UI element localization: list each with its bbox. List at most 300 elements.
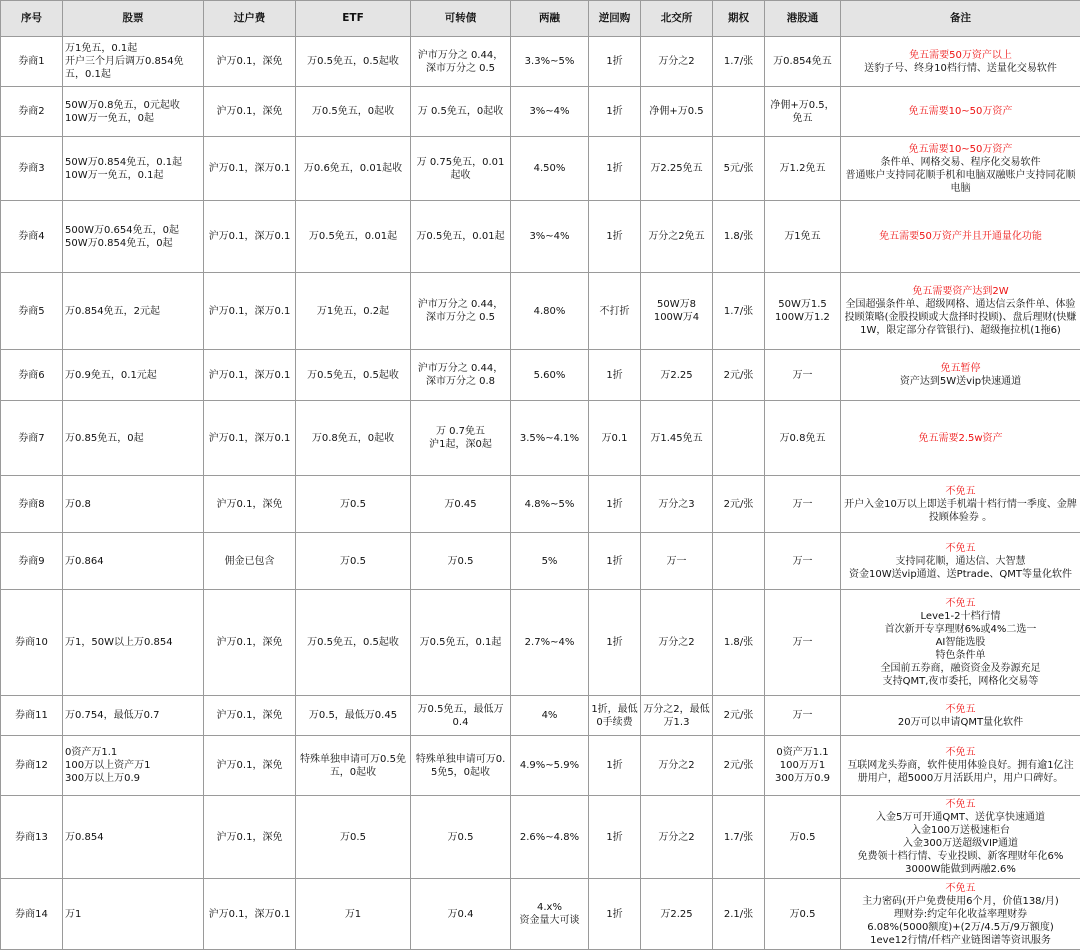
note-line: 普通账户支持同花顺手机和电脑双融账户支持同花顺电脑 bbox=[843, 169, 1078, 195]
cell-transfer-fee-line: 沪万0.1，深免 bbox=[206, 831, 293, 844]
cell-bse bbox=[641, 476, 713, 533]
note-line: 全国超强条件单、超级网格、通达信云条件单、体验投顾策略(金股投顾或大盘择时投顾)、盘后理财(快赚1W，限定部分存管银行)、超级拖拉机(1拖6) bbox=[843, 298, 1078, 337]
cell-stock bbox=[63, 350, 204, 401]
cell-index bbox=[1, 401, 63, 476]
cell-margin-line: 资金量大可谈 bbox=[513, 914, 586, 927]
table-header-row bbox=[1, 1, 1080, 37]
cell-convertible-bond-line: 沪市万分之 0.44， bbox=[413, 362, 508, 375]
cell-option-line: 2.1/张 bbox=[715, 908, 762, 921]
header-note: 备注 bbox=[841, 1, 1080, 37]
cell-option-line: 2元/张 bbox=[715, 759, 762, 772]
cell-reverse-repo-line: 1折 bbox=[591, 636, 638, 649]
cell-margin bbox=[511, 201, 589, 273]
cell-index bbox=[1, 590, 63, 696]
cell-transfer-fee-line: 沪万0.1，深万0.1 bbox=[206, 369, 293, 382]
cell-reverse-repo-line: 1折 bbox=[591, 162, 638, 175]
cell-note bbox=[841, 273, 1080, 350]
cell-convertible-bond bbox=[411, 137, 511, 201]
cell-transfer-fee-line: 沪万0.1，深万0.1 bbox=[206, 908, 293, 921]
header-bse: 北交所 bbox=[641, 1, 713, 37]
cell-index bbox=[1, 201, 63, 273]
cell-option bbox=[713, 796, 765, 879]
cell-convertible-bond bbox=[411, 796, 511, 879]
cell-etf-line: 万0.5免五，0.5起收 bbox=[298, 636, 408, 649]
cell-stock bbox=[63, 879, 204, 950]
cell-transfer-fee bbox=[204, 87, 296, 137]
cell-convertible-bond-line: 万0.5 bbox=[413, 555, 508, 568]
cell-index-line: 券商12 bbox=[3, 759, 60, 772]
cell-reverse-repo-line: 1折 bbox=[591, 105, 638, 118]
table-row bbox=[1, 401, 1080, 476]
cell-reverse-repo bbox=[589, 137, 641, 201]
cell-hk-connect-line: 万0.8免五 bbox=[767, 432, 838, 445]
note-line: 开户入金10万以上即送手机端十档行情一季度、金牌投顾体验券 。 bbox=[843, 498, 1078, 524]
header-margin: 两融 bbox=[511, 1, 589, 37]
cell-bse-line: 万分之3 bbox=[643, 498, 710, 511]
cell-margin-line: 4% bbox=[513, 709, 586, 722]
cell-convertible-bond-line: 万0.5免五，0.1起 bbox=[413, 636, 508, 649]
cell-index-line: 券商7 bbox=[3, 432, 60, 445]
cell-bse bbox=[641, 273, 713, 350]
cell-reverse-repo-line: 1折 bbox=[591, 55, 638, 68]
note-line: 理财券:约定年化收益率理财券 bbox=[843, 908, 1078, 921]
cell-etf-line: 万0.5免五，0起收 bbox=[298, 105, 408, 118]
cell-bse bbox=[641, 87, 713, 137]
table-row bbox=[1, 736, 1080, 796]
cell-hk-connect bbox=[765, 37, 841, 87]
cell-etf bbox=[296, 590, 411, 696]
cell-convertible-bond-line: 深市万分之 0.8 bbox=[413, 375, 508, 388]
cell-hk-connect bbox=[765, 796, 841, 879]
cell-index bbox=[1, 533, 63, 590]
cell-hk-connect bbox=[765, 273, 841, 350]
cell-etf bbox=[296, 696, 411, 736]
header-reverse-repo: 逆回购 bbox=[589, 1, 641, 37]
cell-etf bbox=[296, 37, 411, 87]
cell-index-line: 券商5 bbox=[3, 305, 60, 318]
cell-index-line: 券商3 bbox=[3, 162, 60, 175]
cell-stock bbox=[63, 137, 204, 201]
cell-stock bbox=[63, 533, 204, 590]
cell-reverse-repo-line: 不打折 bbox=[591, 305, 638, 318]
cell-hk-connect-line: 万一 bbox=[767, 709, 838, 722]
cell-stock-line: 万0.854 bbox=[65, 831, 201, 844]
note-line: 资产达到5W送vip快速通道 bbox=[843, 375, 1078, 388]
cell-etf bbox=[296, 401, 411, 476]
cell-hk-connect-line: 100W万1.2 bbox=[767, 311, 838, 324]
table-row bbox=[1, 137, 1080, 201]
cell-margin-line: 3.3%~5% bbox=[513, 55, 586, 68]
cell-hk-connect bbox=[765, 401, 841, 476]
cell-stock-line: 10W万一免五，0.1起 bbox=[65, 169, 201, 182]
cell-reverse-repo bbox=[589, 401, 641, 476]
cell-option bbox=[713, 533, 765, 590]
table-row bbox=[1, 37, 1080, 87]
cell-stock-line: 500W万0.654免五，0起 bbox=[65, 224, 201, 237]
table-row bbox=[1, 201, 1080, 273]
cell-option-line: 1.7/张 bbox=[715, 305, 762, 318]
cell-margin-line: 4.9%~5.9% bbox=[513, 759, 586, 772]
cell-index bbox=[1, 137, 63, 201]
cell-reverse-repo bbox=[589, 201, 641, 273]
cell-stock-line: 300万以上万0.9 bbox=[65, 772, 201, 785]
cell-index bbox=[1, 273, 63, 350]
cell-bse-line: 万分之2 bbox=[643, 831, 710, 844]
cell-margin-line: 4.80% bbox=[513, 305, 586, 318]
cell-transfer-fee-line: 沪万0.1，深万0.1 bbox=[206, 162, 293, 175]
cell-hk-connect-line: 万一 bbox=[767, 636, 838, 649]
cell-option-line: 1.7/张 bbox=[715, 831, 762, 844]
cell-note bbox=[841, 137, 1080, 201]
cell-bse bbox=[641, 350, 713, 401]
cell-stock-line: 万0.85免五，0起 bbox=[65, 432, 201, 445]
cell-convertible-bond bbox=[411, 201, 511, 273]
cell-hk-connect-line: 万1.2免五 bbox=[767, 162, 838, 175]
note-line: 全国前五券商，融资资金及券源充足 bbox=[843, 662, 1078, 675]
cell-option-line: 1.7/张 bbox=[715, 55, 762, 68]
cell-bse bbox=[641, 37, 713, 87]
cell-etf-line: 万0.5 bbox=[298, 555, 408, 568]
cell-convertible-bond-line: 深市万分之 0.5 bbox=[413, 311, 508, 324]
cell-reverse-repo bbox=[589, 533, 641, 590]
cell-etf bbox=[296, 201, 411, 273]
cell-stock-line: 万0.9免五，0.1元起 bbox=[65, 369, 201, 382]
cell-bse bbox=[641, 796, 713, 879]
cell-reverse-repo bbox=[589, 273, 641, 350]
cell-transfer-fee bbox=[204, 879, 296, 950]
cell-index-line: 券商2 bbox=[3, 105, 60, 118]
cell-reverse-repo-line: 1折 bbox=[591, 498, 638, 511]
note-highlight: 不免五 bbox=[843, 746, 1078, 759]
cell-transfer-fee bbox=[204, 273, 296, 350]
cell-transfer-fee bbox=[204, 796, 296, 879]
cell-convertible-bond bbox=[411, 273, 511, 350]
cell-convertible-bond-line: 沪市万分之 0.44， bbox=[413, 298, 508, 311]
note-line: Leve1-2十档行情 bbox=[843, 610, 1078, 623]
cell-hk-connect bbox=[765, 533, 841, 590]
cell-convertible-bond-line: 万0.5免五，最低万0.4 bbox=[413, 703, 508, 729]
cell-stock-line: 万1 bbox=[65, 908, 201, 921]
header-index: 序号 bbox=[1, 1, 63, 37]
cell-option bbox=[713, 476, 765, 533]
cell-etf-line: 万0.5 bbox=[298, 831, 408, 844]
cell-transfer-fee-line: 沪万0.1，深免 bbox=[206, 55, 293, 68]
note-highlight: 免五需要10~50万资产 bbox=[843, 143, 1078, 156]
cell-margin-line: 4.50% bbox=[513, 162, 586, 175]
cell-stock-line: 万1，50W以上万0.854 bbox=[65, 636, 201, 649]
cell-margin bbox=[511, 796, 589, 879]
cell-stock-line: 开户三个月后调万0.854免五，0.1起 bbox=[65, 55, 201, 81]
cell-convertible-bond-line: 万0.45 bbox=[413, 498, 508, 511]
cell-note bbox=[841, 879, 1080, 950]
cell-etf-line: 万0.5免五，0.5起收 bbox=[298, 369, 408, 382]
cell-bse bbox=[641, 879, 713, 950]
note-line: 特色条件单 bbox=[843, 649, 1078, 662]
note-line: 免费领十档行情、专业投顾、新客理财年化6% bbox=[843, 850, 1078, 863]
cell-stock bbox=[63, 273, 204, 350]
note-line: AI智能选股 bbox=[843, 636, 1078, 649]
cell-margin bbox=[511, 137, 589, 201]
cell-bse-line: 万分之2免五 bbox=[643, 230, 710, 243]
cell-hk-connect-line: 50W万1.5 bbox=[767, 298, 838, 311]
cell-hk-connect-line: 万1免五 bbox=[767, 230, 838, 243]
note-highlight: 不免五 bbox=[843, 798, 1078, 811]
cell-reverse-repo-line: 1折 bbox=[591, 831, 638, 844]
table-row bbox=[1, 350, 1080, 401]
cell-bse-line: 万2.25 bbox=[643, 369, 710, 382]
cell-bse-line: 万2.25免五 bbox=[643, 162, 710, 175]
cell-hk-connect-line: 万0.854免五 bbox=[767, 55, 838, 68]
cell-reverse-repo bbox=[589, 87, 641, 137]
cell-index-line: 券商11 bbox=[3, 709, 60, 722]
note-line: 20万可以申请QMT量化软件 bbox=[843, 716, 1078, 729]
note-line: 送豹子号、终身10档行情、送量化交易软件 bbox=[843, 62, 1078, 75]
cell-reverse-repo-line: 1折 bbox=[591, 908, 638, 921]
header-stock: 股票 bbox=[63, 1, 204, 37]
cell-etf bbox=[296, 736, 411, 796]
cell-index-line: 券商1 bbox=[3, 55, 60, 68]
cell-note bbox=[841, 796, 1080, 879]
cell-bse-line: 万分之2 bbox=[643, 55, 710, 68]
cell-reverse-repo-line: 1折 bbox=[591, 759, 638, 772]
cell-index-line: 券商4 bbox=[3, 230, 60, 243]
note-line: 条件单、网格交易、程序化交易软件 bbox=[843, 156, 1078, 169]
cell-stock bbox=[63, 696, 204, 736]
cell-convertible-bond bbox=[411, 350, 511, 401]
cell-reverse-repo-line: 1折 bbox=[591, 369, 638, 382]
note-highlight: 不免五 bbox=[843, 485, 1078, 498]
cell-convertible-bond-line: 万 0.75免五，0.01起收 bbox=[413, 156, 508, 182]
cell-transfer-fee bbox=[204, 736, 296, 796]
cell-hk-connect-line: 100万万1 bbox=[767, 759, 838, 772]
cell-margin bbox=[511, 273, 589, 350]
cell-option-line: 2元/张 bbox=[715, 369, 762, 382]
cell-margin-line: 3%~4% bbox=[513, 105, 586, 118]
cell-reverse-repo bbox=[589, 796, 641, 879]
cell-option bbox=[713, 590, 765, 696]
cell-reverse-repo-line: 1折 bbox=[591, 555, 638, 568]
cell-etf bbox=[296, 137, 411, 201]
cell-reverse-repo bbox=[589, 350, 641, 401]
cell-transfer-fee-line: 沪万0.1，深免 bbox=[206, 759, 293, 772]
table-row bbox=[1, 273, 1080, 350]
cell-bse-line: 万分之2 bbox=[643, 636, 710, 649]
note-line: 首次新开专享理财6%或4%二选一 bbox=[843, 623, 1078, 636]
cell-margin bbox=[511, 350, 589, 401]
cell-margin bbox=[511, 401, 589, 476]
cell-margin bbox=[511, 533, 589, 590]
cell-transfer-fee bbox=[204, 533, 296, 590]
cell-convertible-bond bbox=[411, 879, 511, 950]
cell-hk-connect bbox=[765, 201, 841, 273]
cell-index-line: 券商9 bbox=[3, 555, 60, 568]
cell-stock bbox=[63, 796, 204, 879]
cell-option bbox=[713, 137, 765, 201]
cell-margin bbox=[511, 87, 589, 137]
cell-bse-line: 万分之2，最低万1.3 bbox=[643, 703, 710, 729]
cell-etf bbox=[296, 476, 411, 533]
cell-hk-connect bbox=[765, 476, 841, 533]
note-line: 支持同花顺，通达信、大智慧 bbox=[843, 555, 1078, 568]
cell-index bbox=[1, 87, 63, 137]
cell-stock-line: 10W万一免五，0起 bbox=[65, 112, 201, 125]
cell-bse-line: 100W万4 bbox=[643, 311, 710, 324]
cell-stock bbox=[63, 736, 204, 796]
note-highlight: 不免五 bbox=[843, 882, 1078, 895]
cell-transfer-fee-line: 沪万0.1，深免 bbox=[206, 709, 293, 722]
cell-hk-connect-line: 万0.5 bbox=[767, 831, 838, 844]
cell-reverse-repo-line: 万0.1 bbox=[591, 432, 638, 445]
note-line: 入金5万可开通QMT、送优享快速通道 bbox=[843, 811, 1078, 824]
note-line: 3000W能做到两融2.6% bbox=[843, 863, 1078, 876]
cell-bse-line: 万分之2 bbox=[643, 759, 710, 772]
cell-etf-line: 万1 bbox=[298, 908, 408, 921]
cell-stock-line: 万0.8 bbox=[65, 498, 201, 511]
cell-etf bbox=[296, 87, 411, 137]
cell-bse bbox=[641, 401, 713, 476]
cell-etf-line: 特殊单独申请可万0.5免五，0起收 bbox=[298, 753, 408, 779]
cell-margin bbox=[511, 590, 589, 696]
cell-hk-connect-line: 300万万0.9 bbox=[767, 772, 838, 785]
cell-note bbox=[841, 590, 1080, 696]
cell-transfer-fee-line: 沪万0.1，深免 bbox=[206, 105, 293, 118]
cell-convertible-bond-line: 万0.5免五，0.01起 bbox=[413, 230, 508, 243]
cell-option-line: 2元/张 bbox=[715, 709, 762, 722]
cell-hk-connect bbox=[765, 87, 841, 137]
cell-hk-connect-line: 0资产万1.1 bbox=[767, 746, 838, 759]
cell-margin-line: 5% bbox=[513, 555, 586, 568]
cell-transfer-fee bbox=[204, 201, 296, 273]
cell-note bbox=[841, 401, 1080, 476]
note-highlight: 不免五 bbox=[843, 597, 1078, 610]
table-row bbox=[1, 879, 1080, 950]
cell-transfer-fee bbox=[204, 590, 296, 696]
header-hk-connect: 港股通 bbox=[765, 1, 841, 37]
cell-etf-line: 万0.5免五，0.01起 bbox=[298, 230, 408, 243]
cell-stock bbox=[63, 476, 204, 533]
cell-index-line: 券商14 bbox=[3, 908, 60, 921]
cell-stock-line: 50W万0.854免五，0.1起 bbox=[65, 156, 201, 169]
note-line: 互联网龙头券商，软件使用体验良好。拥有逾1亿注册用户，超5000万月活跃用户，用户口碑好。 bbox=[843, 759, 1078, 785]
cell-reverse-repo bbox=[589, 37, 641, 87]
cell-reverse-repo bbox=[589, 879, 641, 950]
note-line: 入金300万送超级VIP通道 bbox=[843, 837, 1078, 850]
cell-bse bbox=[641, 137, 713, 201]
cell-etf-line: 万0.5，最低万0.45 bbox=[298, 709, 408, 722]
cell-transfer-fee bbox=[204, 350, 296, 401]
cell-option-line: 1.8/张 bbox=[715, 230, 762, 243]
cell-stock-line: 50W万0.8免五，0元起收 bbox=[65, 99, 201, 112]
note-line: 入金100万送极速柜台 bbox=[843, 824, 1078, 837]
cell-index bbox=[1, 736, 63, 796]
note-highlight: 免五需要10~50万资产 bbox=[843, 105, 1078, 118]
cell-etf bbox=[296, 533, 411, 590]
cell-hk-connect-line: 万一 bbox=[767, 555, 838, 568]
cell-bse bbox=[641, 736, 713, 796]
header-transfer-fee: 过户费 bbox=[204, 1, 296, 37]
header-convertible-bond: 可转债 bbox=[411, 1, 511, 37]
cell-transfer-fee bbox=[204, 137, 296, 201]
note-line: 1eve12行情/仟档产业链图谱等资讯服务 bbox=[843, 934, 1078, 947]
cell-option-line: 2元/张 bbox=[715, 498, 762, 511]
cell-index-line: 券商13 bbox=[3, 831, 60, 844]
cell-hk-connect bbox=[765, 696, 841, 736]
cell-option bbox=[713, 879, 765, 950]
cell-bse bbox=[641, 201, 713, 273]
cell-note bbox=[841, 533, 1080, 590]
cell-hk-connect-line: 万0.5 bbox=[767, 908, 838, 921]
cell-convertible-bond-line: 万 0.7免五 bbox=[413, 425, 508, 438]
cell-convertible-bond bbox=[411, 87, 511, 137]
header-option: 期权 bbox=[713, 1, 765, 37]
cell-stock bbox=[63, 87, 204, 137]
note-line: 主力密码(开户免费使用6个月，价值138/月) bbox=[843, 895, 1078, 908]
note-highlight: 不免五 bbox=[843, 703, 1078, 716]
cell-convertible-bond bbox=[411, 590, 511, 696]
cell-margin bbox=[511, 476, 589, 533]
note-line: 支持QMT,夜市委托，网格化交易等 bbox=[843, 675, 1078, 688]
note-line: 资金10W送vip通道、送Ptrade、QMT等量化软件 bbox=[843, 568, 1078, 581]
cell-option bbox=[713, 87, 765, 137]
cell-option bbox=[713, 273, 765, 350]
cell-convertible-bond bbox=[411, 476, 511, 533]
table-row bbox=[1, 696, 1080, 736]
cell-stock bbox=[63, 37, 204, 87]
cell-option bbox=[713, 37, 765, 87]
cell-convertible-bond-line: 深市万分之 0.5 bbox=[413, 62, 508, 75]
header-etf: ETF bbox=[296, 1, 411, 37]
note-line: 6.08%(5000额度)+(2万/4.5万/9万额度) bbox=[843, 921, 1078, 934]
cell-margin-line: 2.6%~4.8% bbox=[513, 831, 586, 844]
cell-transfer-fee bbox=[204, 476, 296, 533]
cell-bse-line: 万1.45免五 bbox=[643, 432, 710, 445]
cell-transfer-fee bbox=[204, 401, 296, 476]
cell-etf bbox=[296, 879, 411, 950]
cell-convertible-bond-line: 万0.5 bbox=[413, 831, 508, 844]
cell-transfer-fee-line: 沪万0.1，深万0.1 bbox=[206, 230, 293, 243]
cell-stock-line: 万0.754，最低万0.7 bbox=[65, 709, 201, 722]
cell-bse-line: 净佣+万0.5 bbox=[643, 105, 710, 118]
cell-index bbox=[1, 37, 63, 87]
note-highlight: 免五暂停 bbox=[843, 362, 1078, 375]
cell-stock-line: 0资产万1.1 bbox=[65, 746, 201, 759]
table-row bbox=[1, 87, 1080, 137]
cell-index bbox=[1, 696, 63, 736]
cell-reverse-repo bbox=[589, 696, 641, 736]
cell-margin bbox=[511, 696, 589, 736]
table-row bbox=[1, 590, 1080, 696]
cell-etf-line: 万0.5免五，0.5起收 bbox=[298, 55, 408, 68]
cell-margin bbox=[511, 37, 589, 87]
table-row bbox=[1, 533, 1080, 590]
cell-index bbox=[1, 350, 63, 401]
cell-note bbox=[841, 696, 1080, 736]
cell-option-line: 1.8/张 bbox=[715, 636, 762, 649]
cell-index bbox=[1, 796, 63, 879]
cell-option bbox=[713, 201, 765, 273]
cell-etf-line: 万0.8免五，0起收 bbox=[298, 432, 408, 445]
cell-convertible-bond-line: 沪1起，深0起 bbox=[413, 438, 508, 451]
cell-bse-line: 万2.25 bbox=[643, 908, 710, 921]
cell-transfer-fee-line: 佣金已包含 bbox=[206, 555, 293, 568]
note-highlight: 免五需要资产达到2W bbox=[843, 285, 1078, 298]
cell-etf bbox=[296, 796, 411, 879]
cell-option bbox=[713, 696, 765, 736]
cell-bse bbox=[641, 696, 713, 736]
cell-transfer-fee bbox=[204, 37, 296, 87]
cell-note bbox=[841, 37, 1080, 87]
cell-stock-line: 50W万0.854免五，0起 bbox=[65, 237, 201, 250]
